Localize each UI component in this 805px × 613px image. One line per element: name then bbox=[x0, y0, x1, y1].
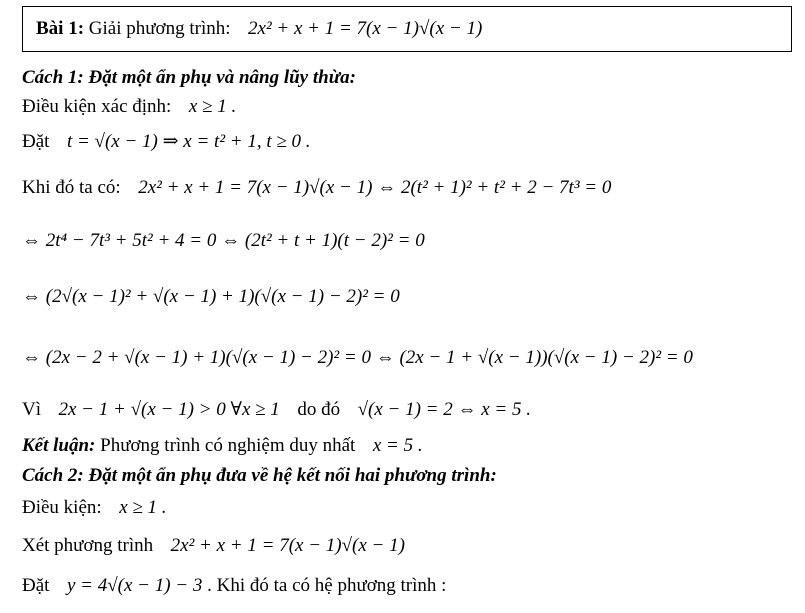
method2-set-tail: . Khi đó ta có hệ phương trình : bbox=[207, 575, 447, 596]
method1-then-math: 2x² + x + 1 = 7(x − 1)√(x − 1) ⇔ 2(t² + 1)² + t² + 2 − 7t³ = 0 bbox=[138, 177, 612, 198]
method1-step3: ⇔ (2x − 2 + √(x − 1) + 1)(√(x − 1) − 2)² = 0 ⇔ (2x − 1 + √(x − 1))(√(x − 1) − 2)² = 0 bbox=[22, 347, 693, 368]
method1-since-math2: √(x − 1) = 2 ⇔ x = 5 . bbox=[357, 399, 531, 420]
method1-step2: ⇔ (2√(x − 1)² + √(x − 1) + 1)(√(x − 1) − 2)² = 0 bbox=[22, 286, 400, 307]
method2-condition-math: x ≥ 1 . bbox=[119, 497, 167, 518]
method1-step1: ⇔ 2t⁴ − 7t³ + 5t² + 4 = 0 ⇔ (2t² + t + 1)(t − 2)² = 0 bbox=[22, 230, 425, 251]
method1-since-math1: 2x − 1 + √(x − 1) > 0 ∀x ≥ 1 bbox=[58, 399, 280, 420]
method1-since-mid: do đó bbox=[297, 399, 341, 420]
problem-box bbox=[22, 6, 792, 52]
method2-consider-math: 2x² + x + 1 = 7(x − 1)√(x − 1) bbox=[170, 535, 405, 556]
problem-text: Giải phương trình: bbox=[88, 18, 231, 39]
conclusion-label: Kết luận: bbox=[22, 435, 96, 456]
problem-label: Bài 1: bbox=[36, 18, 85, 39]
method2-condition-text: Điều kiện: bbox=[22, 497, 102, 518]
problem-equation: 2x² + x + 1 = 7(x − 1)√(x − 1) bbox=[248, 18, 483, 39]
method2-consider-text: Xét phương trình bbox=[22, 535, 154, 556]
method1-since-text: Vì bbox=[22, 399, 41, 420]
method1-condition-text: Điều kiện xác định: bbox=[22, 96, 172, 117]
method2-set-math: y = 4√(x − 1) − 3 bbox=[66, 575, 203, 596]
method1-then-text: Khi đó ta có: bbox=[22, 177, 121, 198]
method2-set-text: Đặt bbox=[22, 575, 50, 596]
method1-heading: Cách 1: Đặt một ẩn phụ và nâng lũy thừa: bbox=[22, 67, 356, 88]
method2-heading: Cách 2: Đặt một ẩn phụ đưa về hệ kết nối hai phương trình: bbox=[22, 465, 497, 486]
conclusion-math: x = 5 . bbox=[372, 435, 423, 456]
method1-set-text: Đặt bbox=[22, 131, 50, 152]
method1-condition-math: x ≥ 1 . bbox=[188, 96, 237, 117]
method1-set-math: t = √(x − 1) ⇒ x = t² + 1, t ≥ 0 . bbox=[66, 131, 311, 152]
conclusion-text: Phương trình có nghiệm duy nhất bbox=[100, 435, 356, 456]
